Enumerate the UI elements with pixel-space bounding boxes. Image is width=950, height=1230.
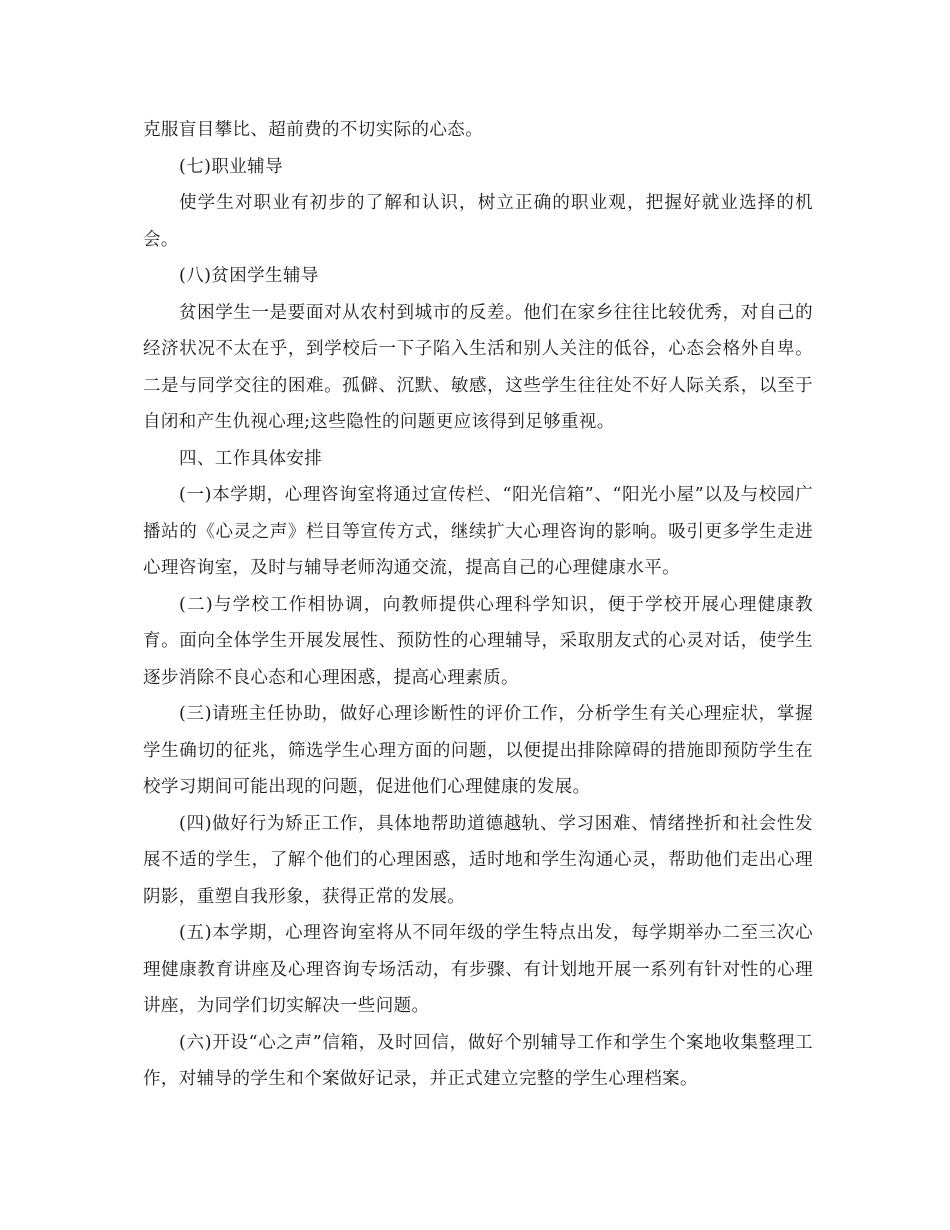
document-body [143, 112, 813, 1098]
paragraph: (二)与学校工作相协调，向教师提供心理科学知识，便于学校开展心理健康教育。面向全体学生开展发展性、预防性的心理辅导，采取朋友式的心灵对话，使学生逐步消除不良心态和心理困惑，提高心理素质。 [143, 594, 813, 688]
paragraph: (五)本学期，心理咨询室将从不同年级的学生特点出发，每学期举办二至三次心理健康教育讲座及心理咨询专场活动，有步骤、有计划地开展一系列有针对性的心理讲座，为同学们切实解决一些问题。 [143, 923, 813, 1016]
section-heading: (七)职业辅导 [179, 156, 283, 177]
paragraph: 克服盲目攀比、超前费的不切实际的心态。 [143, 120, 484, 140]
section-heading: (八)贫困学生辅导 [179, 266, 319, 286]
section-heading: 四、工作具体安排 [179, 448, 323, 469]
paragraph: (六)开设“心之声”信箱，及时回信，做好个别辅导工作和学生个案地收集整理工作，对辅导的学生和个案做好记录，并正式建立完整的学生心理档案。 [143, 1032, 813, 1089]
paragraph: (四)做好行为矫正工作，具体地帮助道德越轨、学习困难、情绪挫折和社会性发展不适的学生，了解个他们的心理困惑，适时地和学生沟通心灵，帮助他们走出心理阴影，重塑自我形象，获得正常的发展。 [143, 813, 813, 907]
paragraph: (三)请班主任协助，做好心理诊断性的评价工作，分析学生有关心理症状，掌握学生确切的征兆，筛选学生心理方面的问题，以便提出排除障碍的措施即预防学生在校学习期间可能出现的问题，促进他们心理健康的发展。 [143, 704, 813, 797]
paragraph: (一)本学期，心理咨询室将通过宣传栏、“阳光信箱”、“阳光小屋”以及与校园广播站的《心灵之声》栏目等宣传方式，继续扩大心理咨询的影响。吸引更多学生走进心理咨询室，及时与辅导老师沟通交流，提高自己的心理健康水平。 [143, 485, 813, 578]
paragraph: 使学生对职业有初步的了解和认识，树立正确的职业观，把握好就业选择的机会。 [143, 193, 813, 250]
paragraph: 贫困学生一是要面对从农村到城市的反差。他们在家乡往往比较优秀，对自己的经济状况不太在乎，到学校后一下子陷入生活和别人关注的低谷，心态会格外自卑。二是与同学交往的困难。孤僻、沉默、敏感，这些学生往往处不好人际关系，以至于自闭和产生仇视心理;这些隐性的问题更应该得到足够重视。 [143, 302, 813, 432]
